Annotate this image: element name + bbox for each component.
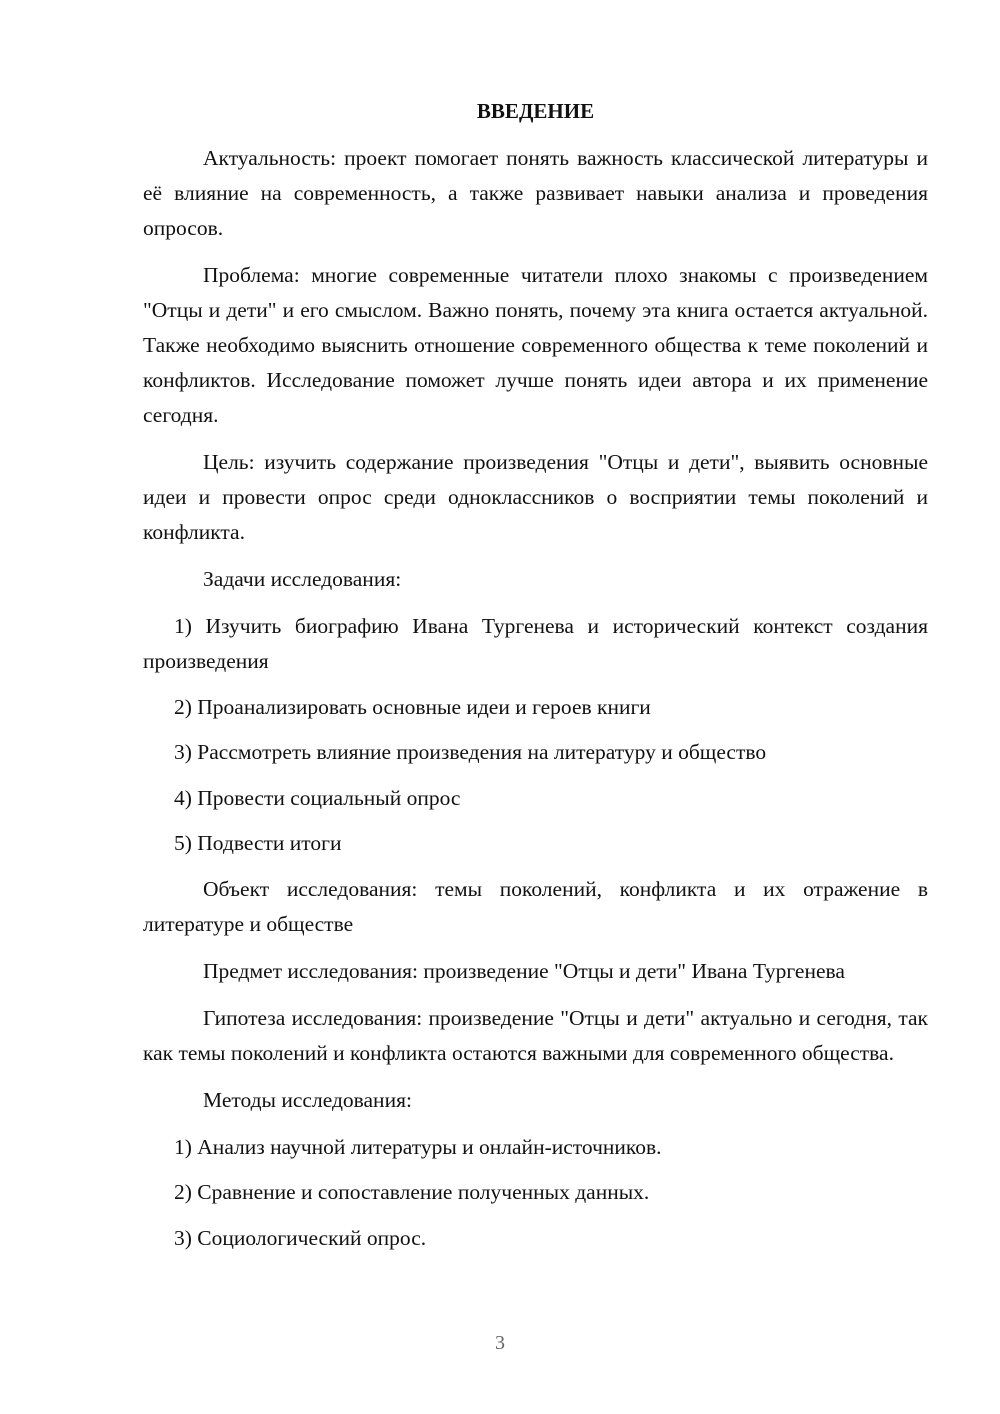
subject-paragraph: Предмет исследования: произведение "Отцы и дети" Ивана Тургенева xyxy=(203,958,845,983)
method-item: 3) Социологический опрос. xyxy=(174,1225,427,1250)
method-item: 2) Сравнение и сопоставление полученных данных. xyxy=(174,1180,650,1204)
task-item: 4) Провести социальный опрос xyxy=(174,785,461,810)
hypothesis-paragraph: Гипотеза исследования: произведение "Отцы и дети" актуально и сегодня, так как темы поколений и конфликта остаются важными для современного общества. xyxy=(143,1005,928,1065)
relevance-paragraph: Актуальность: проект помогает понять важность классической литературы и её влияние на современность, а также развивает навыки анализа и проведения опросов. xyxy=(143,146,928,240)
problem-paragraph: Проблема: многие современные читатели плохо знакомы с произведением "Отцы и дети" и его смыслом. Важно понять, почему эта книга остается актуальной. Также необходимо выяснить отношение современного общества к теме поколений и конфликтов. Исследование поможет лучше понять идеи автора и их применение сегодня. xyxy=(143,263,928,427)
methods-heading: Методы исследования: xyxy=(203,1087,412,1112)
object-paragraph: Объект исследования: темы поколений, конфликта и их отражение в литературе и обществе xyxy=(143,876,928,936)
task-item: 3) Рассмотреть влияние произведения на литературу и общество xyxy=(174,740,767,764)
section-title: ВВЕДЕНИЕ xyxy=(476,99,595,123)
task-item: 2) Проанализировать основные идеи и героев книги xyxy=(174,694,651,719)
page-number: 3 xyxy=(495,1332,505,1354)
tasks-heading: Задачи исследования: xyxy=(203,567,402,591)
task-item: 1) Изучить биографию Ивана Тургенева и исторический контекст создания произведения xyxy=(143,614,928,673)
method-item: 1) Анализ научной литературы и онлайн-источников. xyxy=(174,1134,662,1159)
page-content xyxy=(143,93,928,1266)
task-item: 5) Подвести итоги xyxy=(174,831,342,855)
goal-paragraph: Цель: изучить содержание произведения "Отцы и дети", выявить основные идеи и провести опрос среди одноклассников о восприятии темы поколений и конфликта. xyxy=(143,450,928,544)
